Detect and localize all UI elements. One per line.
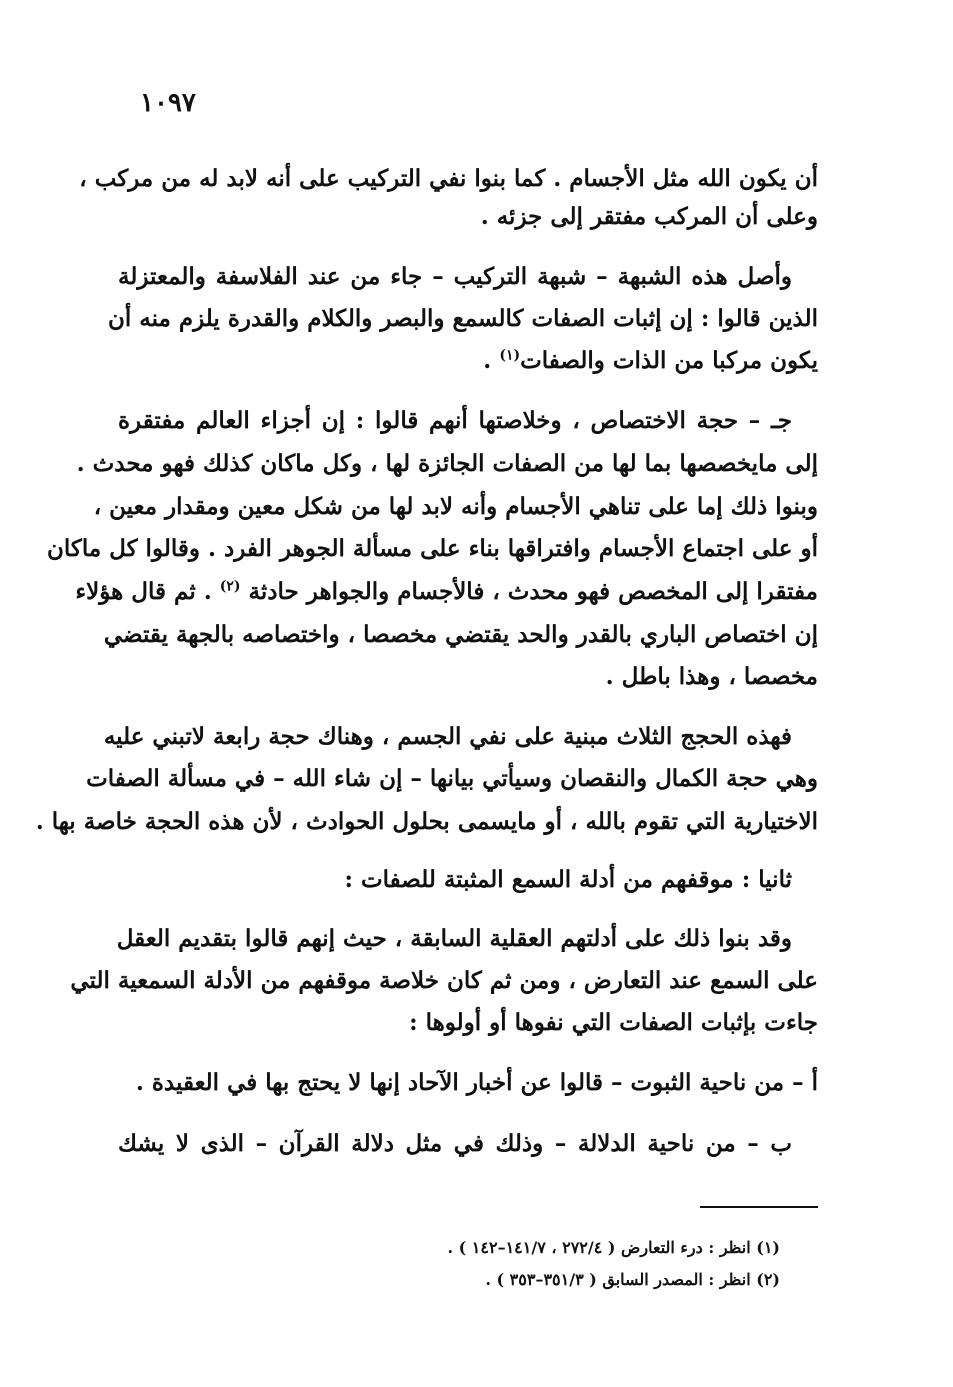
text-line: على السمع عند التعارض ، ومن ثم كان خلاصة موقفهم من الأدلة السمعية التي (70, 967, 818, 994)
section-heading (118, 863, 818, 897)
footnote-ref-2[interactable]: (٢) (219, 578, 241, 595)
text-line: أو على اجتماع الأجسام وافتراقها بناء على مسألة الجوهر الفرد . وقالوا كل ماكان (47, 535, 818, 562)
text-line: الاختيارية التي تقوم بالله ، أو مايسمى بحلول الحوادث ، لأن هذه الحجة خاصة بها . (35, 808, 818, 835)
footnote-1: (١) انظر : درء التعارض ( ٢٧٢/٤ ، ١٤١/٧–١٤٢ ) . (447, 1238, 780, 1257)
text-line (118, 344, 818, 378)
text-line: إن اختصاص الباري بالقدر والحد يقتضي مخصصا ، واختصاصه بالجهة يقتضي (103, 621, 818, 648)
text-line: وهي حجة الكمال والنقصان وسيأتي بيانها – إن شاء الله – في مسألة الصفات (86, 765, 818, 792)
text-line: إلى مايخصصها بما لها من الصفات الجائزة لها ، وكل ماكان كذلك فهو محدث . (76, 450, 818, 477)
text-line (75, 575, 818, 609)
page-number: ١٠٩٧ (140, 88, 196, 118)
footnote-2: (٢) انظر : المصدر السابق ( ٣٥١/٣–٣٥٣ ) . (485, 1270, 780, 1289)
footnote-ref-1[interactable]: (١) (499, 347, 521, 364)
heading-key: ثانيا : (741, 866, 792, 893)
list-item: أ – من ناحية الثبوت – قالوا عن أخبار الآحاد إنها لا يحتج بها في العقيدة . (135, 1069, 818, 1096)
text-fragment: يكون مركبا من الذات والصفات (520, 347, 818, 374)
text-line: فهذه الحجج الثلاث مبنية على نفي الجسم ، وهناك حجة رابعة لاتبني عليه (103, 723, 792, 750)
text-line: وأصل هذه الشبهة – شبهة التركيب – جاء من عند الفلاسفة والمعتزلة (118, 263, 792, 290)
text-line: جاءت بإثبات الصفات التي نفوها أو أولوها : (409, 1009, 818, 1036)
text-line: جـ – حجة الاختصاص ، وخلاصتها أنهم قالوا : إن أجزاء العالم مفتقرة (118, 407, 792, 434)
text-line: وقد بنوا ذلك على أدلتهم العقلية السابقة ، حيث إنهم قالوا بتقديم العقل (116, 925, 792, 952)
text-line: مخصصا ، وهذا باطل . (605, 663, 818, 690)
text-line: أن يكون الله مثل الأجسام . كما بنوا نفي التركيب على أنه لابد له من مركب ، (79, 165, 818, 192)
text-fragment: . (483, 347, 500, 374)
text-line: الذين قالوا : إن إثبات الصفات كالسمع والبصر والكلام والقدرة يلزم منه أن (107, 305, 818, 332)
heading-text: موقفهم من أدلة السمع المثبتة للصفات : (344, 866, 742, 893)
text-line: وعلى أن المركب مفتقر إلى جزئه . (480, 203, 818, 230)
text-fragment: مفتقرا إلى المخصص فهو محدث ، فالأجسام والجواهر حادثة (248, 578, 818, 605)
text-line: وبنوا ذلك إما على تناهي الأجسام وأنه لابد لها من شكل معين ومقدار معين ، (93, 493, 818, 520)
footnote-separator (700, 1206, 818, 1208)
text-fragment: . ثم قال هؤلاء (75, 578, 220, 605)
list-item: ب – من ناحية الدلالة – وذلك في مثل دلالة القرآن – الذى لا يشك (118, 1130, 792, 1157)
